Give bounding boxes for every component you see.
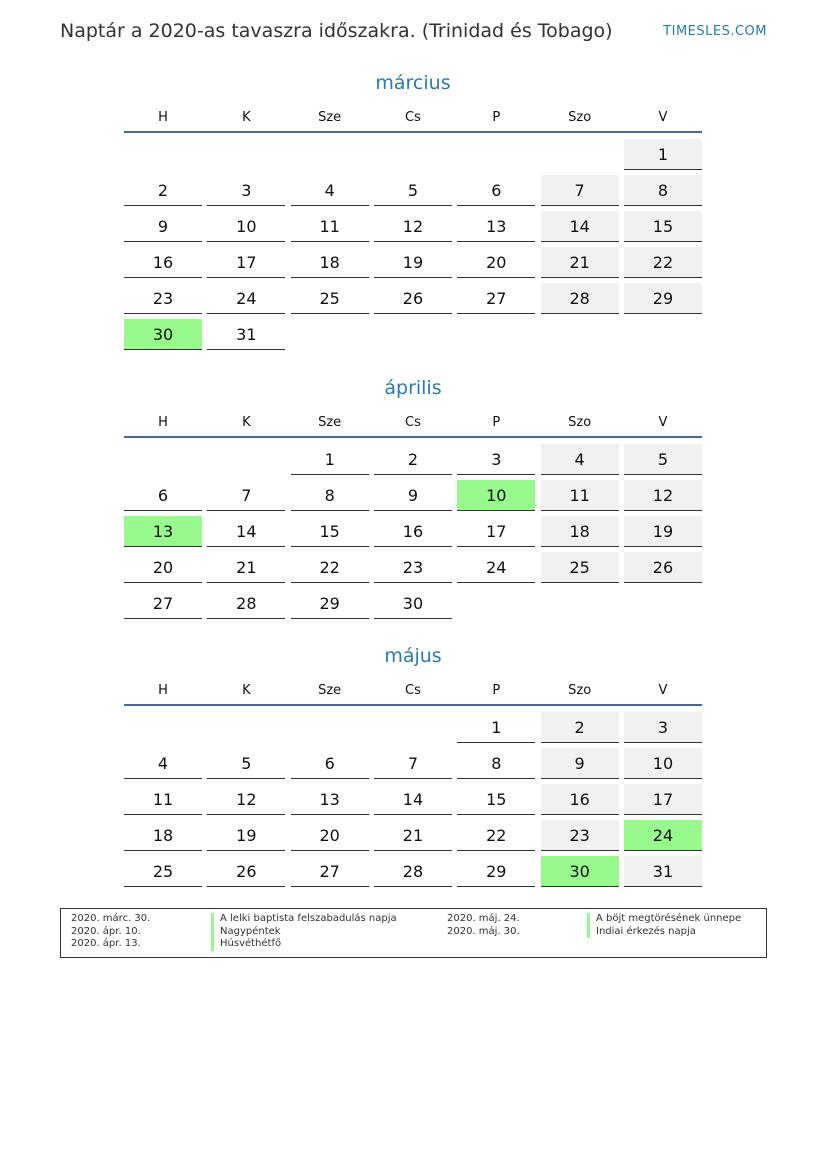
week-row	[124, 139, 702, 170]
day-cell: 20	[457, 247, 535, 278]
day-cell: 25	[541, 552, 619, 583]
day-cell: 3	[207, 175, 285, 206]
weekday-label: Sze	[318, 683, 342, 698]
day-cell: 1	[457, 712, 535, 743]
month-calendar	[124, 643, 702, 892]
day-cell: 7	[374, 748, 452, 779]
month-name: május	[384, 645, 442, 667]
day-cell: 29	[291, 588, 369, 619]
day-cell: 18	[291, 247, 369, 278]
day-cell: 21	[374, 820, 452, 851]
week-row	[124, 283, 702, 314]
day-cell: 3	[624, 712, 702, 743]
week-row	[124, 712, 702, 743]
day-cell: 29	[457, 856, 535, 887]
day-cell: 19	[207, 820, 285, 851]
day-cell: 28	[541, 283, 619, 314]
day-cell: 24	[457, 552, 535, 583]
month-calendar	[124, 70, 702, 355]
day-cell: 12	[374, 211, 452, 242]
week-row	[124, 552, 702, 583]
day-cell: 22	[457, 820, 535, 851]
day-cell: 15	[457, 784, 535, 815]
day-cell: 19	[374, 247, 452, 278]
weekday-label: H	[158, 683, 168, 698]
month-name: március	[375, 72, 451, 94]
day-cell: 20	[291, 820, 369, 851]
day-cell: 7	[541, 175, 619, 206]
day-cell: 12	[624, 480, 702, 511]
day-cell: 25	[291, 283, 369, 314]
day-cell: 3	[457, 444, 535, 475]
day-cell: 17	[207, 247, 285, 278]
empty-day-cell	[124, 712, 202, 742]
day-cell: 9	[374, 480, 452, 511]
empty-day-cell	[207, 139, 285, 169]
day-cell: 8	[624, 175, 702, 206]
empty-day-cell	[457, 139, 535, 169]
week-row	[124, 444, 702, 475]
day-cell: 8	[457, 748, 535, 779]
empty-day-cell	[291, 139, 369, 169]
day-cell: 4	[541, 444, 619, 475]
day-cell: 11	[124, 784, 202, 815]
week-row	[124, 211, 702, 242]
legend-date: 2020. máj. 24.	[447, 913, 520, 924]
day-cell: 30	[374, 588, 452, 619]
legend-holiday-name: A lelki baptista felszabadulás napja	[211, 913, 397, 926]
day-cell: 8	[291, 480, 369, 511]
day-cell: 24	[207, 283, 285, 314]
day-cell: 27	[457, 283, 535, 314]
day-cell: 18	[124, 820, 202, 851]
day-cell: 28	[207, 588, 285, 619]
empty-day-cell	[541, 319, 619, 349]
day-cell: 1	[624, 139, 702, 170]
week-row	[124, 588, 702, 619]
day-cell: 10	[207, 211, 285, 242]
weekday-label: Cs	[405, 683, 421, 698]
day-cell: 12	[207, 784, 285, 815]
legend-date: 2020. máj. 30.	[447, 925, 520, 937]
day-cell: 16	[124, 247, 202, 278]
week-row	[124, 748, 702, 779]
day-cell: 17	[457, 516, 535, 547]
weekday-label: Cs	[405, 415, 421, 430]
day-cell: 26	[207, 856, 285, 887]
weekday-label: P	[492, 683, 501, 698]
empty-day-cell	[207, 712, 285, 742]
day-cell: 23	[541, 820, 619, 851]
week-row	[124, 516, 702, 547]
week-row	[124, 175, 702, 206]
weekday-label: V	[658, 683, 668, 698]
week-row	[124, 784, 702, 815]
day-cell: 2	[124, 175, 202, 206]
day-cell: 22	[624, 247, 702, 278]
day-cell: 23	[124, 283, 202, 314]
empty-day-cell	[291, 319, 369, 349]
day-cell: 23	[374, 552, 452, 583]
weekday-label: K	[242, 415, 251, 430]
day-cell: 4	[291, 175, 369, 206]
day-cell: 31	[207, 319, 285, 350]
weekday-header	[124, 410, 702, 438]
day-cell: 20	[124, 552, 202, 583]
legend-holiday-name: Nagypéntek	[211, 926, 281, 939]
weekday-header	[124, 678, 702, 706]
weekday-header	[124, 105, 702, 133]
legend-date: 2020. ápr. 13.	[71, 938, 141, 949]
weekday-label: K	[242, 110, 251, 125]
day-cell: 19	[624, 516, 702, 547]
day-cell: 27	[291, 856, 369, 887]
week-row	[124, 820, 702, 851]
week-row	[124, 480, 702, 511]
day-cell: 30	[541, 856, 619, 887]
empty-day-cell	[624, 588, 702, 618]
day-cell: 26	[374, 283, 452, 314]
legend-holiday-name: Indiai érkezés napja	[587, 926, 696, 939]
day-cell: 6	[291, 748, 369, 779]
day-cell: 4	[124, 748, 202, 779]
legend-date: 2020. ápr. 10.	[71, 925, 141, 937]
day-cell: 31	[624, 856, 702, 887]
day-cell: 14	[207, 516, 285, 547]
weekday-label: Szo	[568, 110, 592, 125]
day-cell: 16	[541, 784, 619, 815]
legend-date: 2020. márc. 30.	[71, 913, 151, 924]
weekday-label: P	[492, 415, 501, 430]
day-cell: 26	[624, 552, 702, 583]
empty-day-cell	[207, 444, 285, 474]
empty-day-cell	[457, 319, 535, 349]
day-cell: 30	[124, 319, 202, 350]
day-cell: 18	[541, 516, 619, 547]
day-cell: 6	[124, 480, 202, 511]
day-cell: 14	[374, 784, 452, 815]
weekday-label: V	[658, 415, 668, 430]
week-row	[124, 856, 702, 887]
day-cell: 17	[624, 784, 702, 815]
empty-day-cell	[624, 319, 702, 349]
day-cell: 10	[624, 748, 702, 779]
day-cell: 13	[291, 784, 369, 815]
day-cell: 15	[291, 516, 369, 547]
empty-day-cell	[541, 139, 619, 169]
day-cell: 16	[374, 516, 452, 547]
day-cell: 11	[541, 480, 619, 511]
day-cell: 13	[124, 516, 202, 547]
day-cell: 21	[541, 247, 619, 278]
empty-day-cell	[374, 712, 452, 742]
page-title: Naptár a 2020-as tavaszra időszakra. (Trinidad és Tobago)	[60, 20, 613, 42]
weekday-label: K	[242, 683, 251, 698]
day-cell: 15	[624, 211, 702, 242]
weekday-label: Sze	[318, 110, 342, 125]
empty-day-cell	[374, 139, 452, 169]
empty-day-cell	[124, 139, 202, 169]
day-cell: 11	[291, 211, 369, 242]
empty-day-cell	[541, 588, 619, 618]
day-cell: 25	[124, 856, 202, 887]
day-cell: 13	[457, 211, 535, 242]
day-cell: 14	[541, 211, 619, 242]
day-cell: 7	[207, 480, 285, 511]
weekday-label: H	[158, 110, 168, 125]
weekday-label: Cs	[405, 110, 421, 125]
empty-day-cell	[124, 444, 202, 474]
day-cell: 5	[207, 748, 285, 779]
month-calendar	[124, 375, 702, 624]
day-cell: 22	[291, 552, 369, 583]
day-cell: 10	[457, 480, 535, 511]
day-cell: 9	[124, 211, 202, 242]
day-cell: 28	[374, 856, 452, 887]
week-row	[124, 319, 702, 350]
day-cell: 2	[374, 444, 452, 475]
day-cell: 5	[374, 175, 452, 206]
empty-day-cell	[374, 319, 452, 349]
day-cell: 5	[624, 444, 702, 475]
weekday-label: Sze	[318, 415, 342, 430]
day-cell: 2	[541, 712, 619, 743]
month-name: április	[384, 377, 442, 399]
weekday-label: V	[658, 110, 668, 125]
week-row	[124, 247, 702, 278]
day-cell: 24	[624, 820, 702, 851]
weekday-label: Szo	[568, 683, 592, 698]
weekday-label: P	[492, 110, 501, 125]
legend-holiday-name: A böjt megtörésének ünnepe	[587, 913, 741, 926]
weekday-label: Szo	[568, 415, 592, 430]
day-cell: 29	[624, 283, 702, 314]
day-cell: 27	[124, 588, 202, 619]
weekday-label: H	[158, 415, 168, 430]
day-cell: 6	[457, 175, 535, 206]
day-cell: 9	[541, 748, 619, 779]
brand-link[interactable]: TIMESLES.COM	[663, 24, 767, 39]
legend-holiday-name: Húsvéthétfő	[211, 938, 281, 951]
day-cell: 21	[207, 552, 285, 583]
day-cell: 1	[291, 444, 369, 475]
empty-day-cell	[291, 712, 369, 742]
holiday-legend	[60, 908, 767, 958]
empty-day-cell	[457, 588, 535, 618]
